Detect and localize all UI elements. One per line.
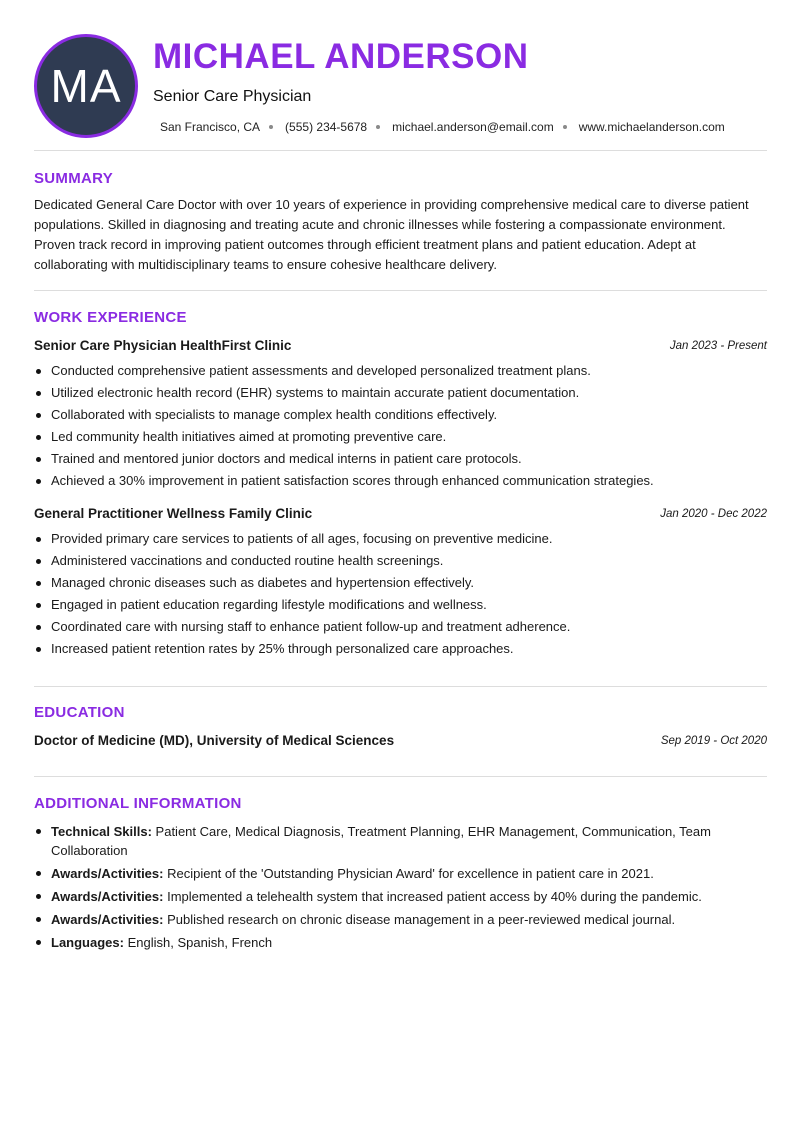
- list-item: Utilized electronic health record (EHR) systems to maintain accurate patient documentation.: [34, 384, 774, 406]
- item-label: Awards/Activities:: [51, 912, 164, 927]
- item-text: Published research on chronic disease management in a peer-reviewed medical journal.: [167, 912, 676, 927]
- divider: [34, 776, 767, 777]
- monogram-initials: MA: [50, 60, 122, 112]
- list-item: [34, 933, 734, 952]
- list-item: Coordinated care with nursing staff to enhance patient follow-up and treatment adherence.: [34, 618, 774, 640]
- divider: [34, 290, 767, 291]
- list-item: Collaborated with specialists to manage complex health conditions effectively.: [34, 406, 774, 428]
- divider: [34, 686, 767, 687]
- list-item: Increased patient retention rates by 25% through personalized care approaches.: [34, 640, 774, 662]
- education-dates: Sep 2019 - Oct 2020: [660, 735, 767, 747]
- list-item: [34, 822, 734, 860]
- job-role: General Practitioner Wellness Family Clinic: [34, 506, 313, 521]
- education-degree: Doctor of Medicine (MD), University of Medical Sciences: [34, 733, 395, 748]
- education-heading: EDUCATION: [34, 704, 125, 721]
- item-text: Implemented a telehealth system that increased patient access by 40% during the pandemic.: [167, 889, 702, 904]
- item-label: Awards/Activities:: [51, 889, 164, 904]
- list-item: [34, 887, 734, 906]
- contact-phone: (555) 234-5678: [285, 120, 368, 134]
- list-item: [34, 864, 734, 883]
- experience-heading: WORK EXPERIENCE: [34, 309, 187, 326]
- job-header: [34, 506, 767, 524]
- additional-list: [34, 822, 734, 956]
- job-bullets: [34, 362, 774, 494]
- list-item: Administered vaccinations and conducted routine health screenings.: [34, 552, 774, 574]
- list-item: Achieved a 30% improvement in patient satisfaction scores through enhanced communication strategies.: [34, 472, 774, 494]
- list-item: Provided primary care services to patients of all ages, focusing on preventive medicine.: [34, 530, 774, 552]
- candidate-name: MICHAEL ANDERSON: [153, 37, 529, 76]
- separator-dot-icon: [563, 125, 567, 129]
- list-item: Engaged in patient education regarding lifestyle modifications and wellness.: [34, 596, 774, 618]
- job-bullets: [34, 530, 774, 662]
- education-entry: [34, 733, 767, 751]
- separator-dot-icon: [269, 125, 273, 129]
- separator-dot-icon: [376, 125, 380, 129]
- list-item: Conducted comprehensive patient assessments and developed personalized treatment plans.: [34, 362, 774, 384]
- item-label: Awards/Activities:: [51, 866, 164, 881]
- item-label: Languages:: [51, 935, 124, 950]
- summary-text: Dedicated General Care Doctor with over 10 years of experience in providing comprehensive medical care to diverse patient populations. Skilled in diagnosing and treating acute and chronic illnesses while fostering a compassionate environment. Proven track record in improving patient outcomes through efficient treatment plans and patient education. Adept at collaborating with multidisciplinary teams to ensure cohesive healthcare delivery.: [34, 197, 749, 272]
- job-dates: Jan 2020 - Dec 2022: [660, 508, 767, 520]
- contact-email[interactable]: michael.anderson@email.com: [392, 120, 554, 134]
- job-dates: Jan 2023 - Present: [669, 340, 767, 352]
- item-label: Technical Skills:: [51, 824, 152, 839]
- list-item: [34, 910, 734, 929]
- contact-website[interactable]: www.michaelanderson.com: [578, 120, 725, 134]
- job-header: [34, 338, 767, 356]
- contact-bar: [160, 120, 725, 134]
- list-item: Led community health initiatives aimed at promoting preventive care.: [34, 428, 774, 450]
- candidate-title: Senior Care Physician: [153, 88, 312, 105]
- contact-location: San Francisco, CA: [160, 120, 261, 134]
- divider: [34, 150, 767, 151]
- item-text: Recipient of the 'Outstanding Physician Award' for excellence in patient care in 2021.: [167, 866, 654, 881]
- additional-heading: ADDITIONAL INFORMATION: [34, 795, 242, 812]
- job-role: Senior Care Physician HealthFirst Clinic: [34, 338, 292, 353]
- summary-heading: SUMMARY: [34, 170, 114, 187]
- list-item: Managed chronic diseases such as diabetes and hypertension effectively.: [34, 574, 774, 596]
- list-item: Trained and mentored junior doctors and medical interns in patient care protocols.: [34, 450, 774, 472]
- item-text: English, Spanish, French: [127, 935, 273, 950]
- monogram-avatar: [34, 34, 138, 138]
- item-text: Patient Care, Medical Diagnosis, Treatment Planning, EHR Management, Communication, Team Collaboration: [51, 824, 711, 858]
